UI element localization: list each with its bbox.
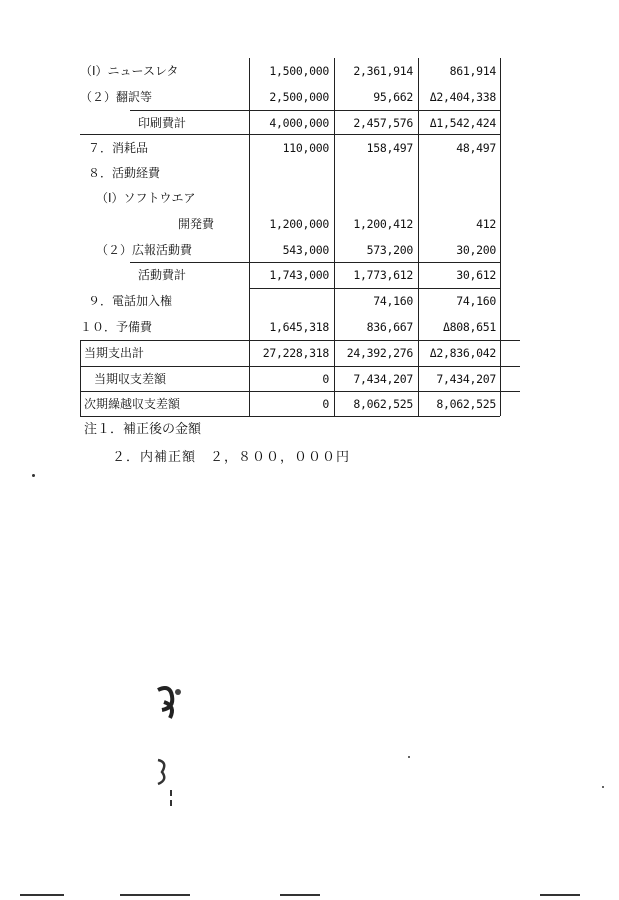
budget-cell <box>249 185 329 211</box>
budget-cell: 110,000 <box>282 141 329 155</box>
actual-cell <box>334 185 413 211</box>
diff-cell: 30,200 <box>456 243 496 257</box>
table-row <box>78 288 520 314</box>
diff-cell <box>418 160 496 186</box>
diff-cell: Δ2,404,338 <box>429 90 496 104</box>
diff-cell: 8,062,525 <box>436 397 496 411</box>
diff-cell: 7,434,207 <box>436 372 496 386</box>
scan-speck <box>602 786 604 788</box>
actual-cell: 573,200 <box>366 243 413 257</box>
actual-cell: 158,497 <box>366 141 413 155</box>
row-label: 当期支出計 <box>84 346 145 360</box>
note-1: 注１．補正後の金額 <box>84 422 202 437</box>
table-row <box>78 110 520 136</box>
row-label: （Ⅰ）ニュースレタ <box>80 64 179 78</box>
diff-cell: Δ808,651 <box>443 320 496 334</box>
table-row <box>78 314 520 340</box>
note-2: ２．内補正額 ２，８００，０００円 <box>112 450 351 465</box>
row-label: 印刷費計 <box>138 116 187 130</box>
table-row <box>78 84 520 110</box>
diff-cell: 412 <box>476 217 496 231</box>
budget-cell <box>249 160 329 186</box>
scan-edge <box>20 894 64 896</box>
diff-cell <box>418 185 496 211</box>
actual-cell: 7,434,207 <box>353 372 413 386</box>
row-label: ９．電話加入権 <box>88 294 173 308</box>
actual-cell <box>334 160 413 186</box>
budget-cell: 2,500,000 <box>269 90 329 104</box>
budget-cell: 0 <box>322 397 329 411</box>
diff-cell: 74,160 <box>456 294 496 308</box>
stamp-mark-icon <box>148 680 188 730</box>
diff-cell: 48,497 <box>456 141 496 155</box>
scan-speck <box>32 474 35 477</box>
budget-cell: 1,200,000 <box>269 217 329 231</box>
row-label: （Ⅰ）ソフトウエア <box>96 191 196 205</box>
diff-cell: Δ1,542,424 <box>429 116 496 130</box>
scan-edge <box>540 894 580 896</box>
budget-cell: 27,228,318 <box>262 346 329 360</box>
table-row <box>78 58 520 84</box>
budget-cell <box>249 288 329 314</box>
row-label: １０．予備費 <box>80 320 153 334</box>
diff-cell: 30,612 <box>456 268 496 282</box>
actual-cell: 1,773,612 <box>353 268 413 282</box>
table-row <box>78 366 520 392</box>
actual-cell: 8,062,525 <box>353 397 413 411</box>
table-row <box>78 135 520 161</box>
row-label: ８．活動経費 <box>88 166 161 180</box>
diff-cell: Δ2,836,042 <box>429 346 496 360</box>
actual-cell: 74,160 <box>373 294 413 308</box>
budget-cell: 4,000,000 <box>269 116 329 130</box>
row-label: 次期繰越収支差額 <box>84 397 181 411</box>
table-row <box>78 211 520 237</box>
row-label: ７．消耗品 <box>88 141 149 155</box>
actual-cell: 2,457,576 <box>353 116 413 130</box>
table-row <box>78 237 520 263</box>
table-row <box>78 391 520 417</box>
actual-cell: 24,392,276 <box>346 346 413 360</box>
row-label: （２）広報活動費 <box>96 243 193 257</box>
row-label: 開発費 <box>178 217 215 231</box>
actual-cell: 95,662 <box>373 90 413 104</box>
actual-cell: 2,361,914 <box>353 64 413 78</box>
row-label: 当期収支差額 <box>94 372 167 386</box>
diff-cell: 861,914 <box>449 64 496 78</box>
budget-cell: 1,743,000 <box>269 268 329 282</box>
row-label: 活動費計 <box>138 268 187 282</box>
row-label: （２）翻訳等 <box>80 90 153 104</box>
table-row <box>78 185 520 211</box>
budget-cell: 1,645,318 <box>269 320 329 334</box>
budget-cell: 0 <box>322 372 329 386</box>
table-row <box>78 262 520 288</box>
budget-cell: 543,000 <box>282 243 329 257</box>
stamp-mark-icon <box>150 750 180 820</box>
actual-cell: 836,667 <box>366 320 413 334</box>
budget-cell: 1,500,000 <box>269 64 329 78</box>
scan-edge <box>280 894 320 896</box>
table-row <box>78 160 520 186</box>
actual-cell: 1,200,412 <box>353 217 413 231</box>
scan-edge <box>120 894 190 896</box>
scan-speck <box>408 756 410 758</box>
table-row <box>78 340 520 366</box>
